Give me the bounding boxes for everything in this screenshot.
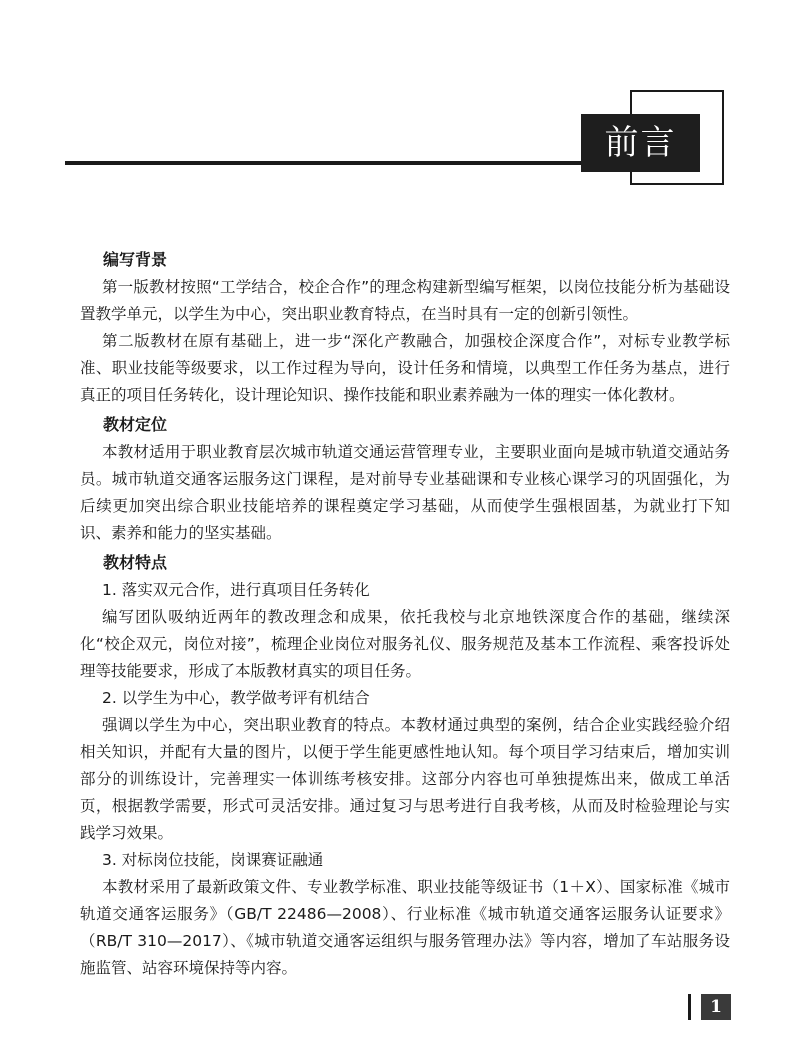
section-heading-positioning: 教材定位 — [103, 415, 168, 434]
feature-title: 3. 对标岗位技能，岗课赛证融通 — [102, 851, 324, 869]
page-number-bar — [688, 994, 691, 1020]
feature-title: 1. 落实双元合作，进行真项目任务转化 — [102, 581, 370, 599]
paragraph: 本教材适用于职业教育层次城市轨道交通运营管理专业，主要职业面向是城市轨道交通站务员。城市轨道交通客运服务这门课程，是对前导专业基础课和专业核心课学习的巩固强化，为后续更加突出综合职业技能培养的课程奠定学习基础，从而使学生强根固基，为就业打下知识、素养和能力的坚实基础。 — [80, 443, 730, 542]
preface-content — [80, 246, 730, 982]
paragraph: 第一版教材按照“工学结合，校企合作”的理念构建新型编写框架，以岗位技能分析为基础设置教学单元，以学生为中心，突出职业教育特点，在当时具有一定的创新引领性。 — [80, 278, 730, 323]
paragraph: 本教材采用了最新政策文件、专业教学标准、职业技能等级证书（1＋X）、国家标准《城市轨道交通客运服务》（GB/T 22486—2008）、行业标准《城市轨道交通客运服务认证要求》（RB/T 310—2017）、《城市轨道交通客运组织与服务管理办法》等内容，增加了车站服务设施监管、站容环境保持等内容。 — [80, 878, 730, 977]
page-number: 1 — [701, 994, 731, 1020]
section-heading-features: 教材特点 — [103, 553, 168, 572]
feature-title: 2. 以学生为中心，教学做考评有机结合 — [102, 689, 370, 707]
paragraph: 强调以学生为中心，突出职业教育的特点。本教材通过典型的案例，结合企业实践经验介绍相关知识，并配有大量的图片，以便于学生能更感性地认知。每个项目学习结束后，增加实训部分的训练设计，完善理实一体训练考核安排。这部分内容也可单独提炼出来，做成工单活页，根据教学需要，形式可灵活安排。通过复习与思考进行自我考核，从而及时检验理论与实践学习效果。 — [80, 716, 730, 842]
paragraph: 第二版教材在原有基础上，进一步“深化产教融合，加强校企深度合作”，对标专业教学标准、职业技能等级要求，以工作过程为导向，设计任务和情境，以典型工作任务为基点，进行真正的项目任务转化，设计理论知识、操作技能和职业素养融为一体的理实一体化教材。 — [80, 332, 730, 404]
section-heading-background: 编写背景 — [103, 250, 168, 269]
paragraph: 编写团队吸纳近两年的教改理念和成果，依托我校与北京地铁深度合作的基础，继续深化“校企双元，岗位对接”，梳理企业岗位对服务礼仪、服务规范及基本工作流程、乘客投诉处理等技能要求，形成了本版教材真实的项目任务。 — [80, 608, 730, 680]
page-title: 前言 — [581, 114, 700, 172]
title-rule — [65, 161, 585, 165]
